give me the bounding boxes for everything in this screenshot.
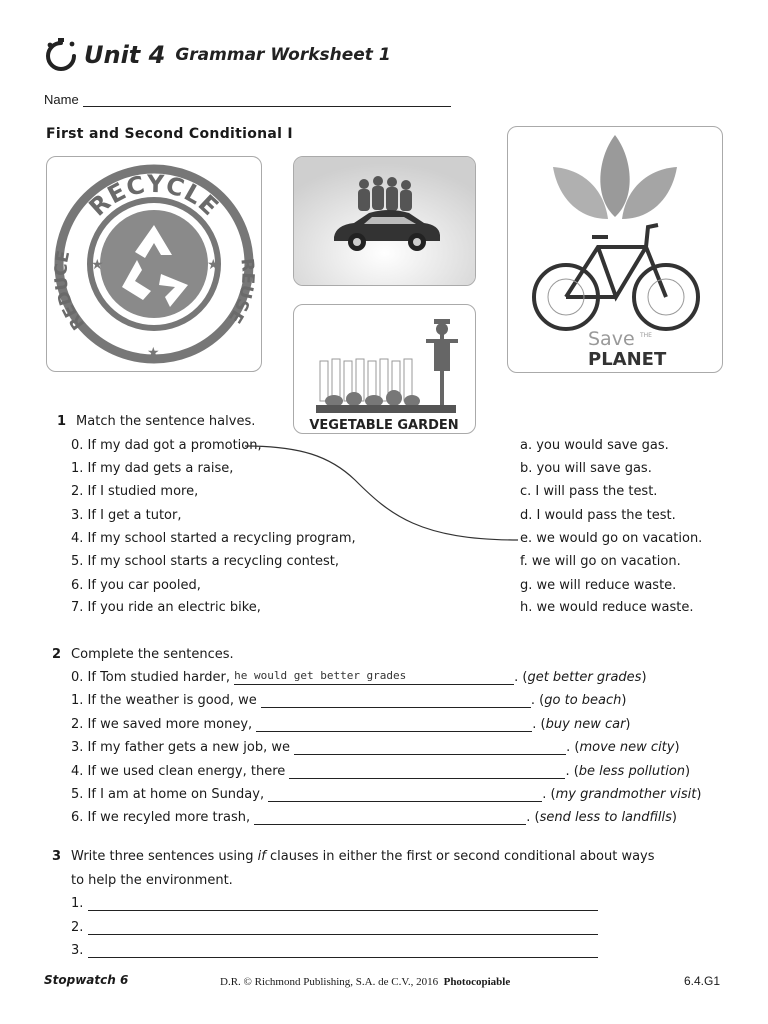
complete-item-4: 4. If we used clean energy, there . (be less pollution) bbox=[71, 764, 691, 779]
answer-field[interactable] bbox=[294, 740, 566, 755]
planet-word-the: THE bbox=[640, 332, 652, 339]
exercise3-number: 3 bbox=[52, 849, 62, 864]
complete-item-3: 3. If my father gets a new job, we . (move new city) bbox=[71, 740, 680, 755]
match-right-item: a. you would save gas. bbox=[520, 438, 669, 453]
footer-code: 6.4.G1 bbox=[684, 974, 721, 988]
exercise1-instruction: Match the sentence halves. bbox=[76, 414, 256, 429]
section-title: First and Second Conditional I bbox=[46, 126, 293, 142]
planet-word-save: Save bbox=[588, 328, 635, 350]
writing-line-2: 2. bbox=[71, 920, 598, 935]
exercise2-number: 2 bbox=[52, 647, 62, 662]
stamp-word-recycle: RECYCLE bbox=[83, 169, 225, 222]
writing-line-1: 1. bbox=[71, 896, 598, 911]
garden-label: VEGETABLE GARDEN bbox=[309, 418, 459, 433]
footer-brand: Stopwatch 6 bbox=[44, 973, 129, 987]
match-right-item: e. we would go on vacation. bbox=[520, 531, 703, 546]
complete-item-2: 2. If we saved more money, . (buy new car) bbox=[71, 717, 631, 732]
match-left-item: 5. If my school starts a recycling contest, bbox=[71, 554, 339, 569]
exercise2-instruction: Complete the sentences. bbox=[71, 647, 234, 662]
answer-field[interactable] bbox=[234, 670, 514, 685]
match-left-item: 1. If my dad gets a raise, bbox=[71, 461, 234, 476]
stamp-word-reuse: REUSE bbox=[224, 257, 258, 327]
name-label: Name bbox=[44, 92, 79, 107]
complete-item-5: 5. If I am at home on Sunday, . (my grandmother visit) bbox=[71, 787, 702, 802]
match-right-item: b. you will save gas. bbox=[520, 461, 652, 476]
stamp-word-reduce: REDUCE bbox=[51, 249, 90, 334]
answer-field[interactable] bbox=[289, 764, 565, 779]
svg-text:★: ★ bbox=[147, 344, 160, 360]
complete-item-1: 1. If the weather is good, we . (go to beach) bbox=[71, 693, 627, 708]
answer-field[interactable] bbox=[261, 693, 531, 708]
footer-copyright: D.R. © Richmond Publishing, S.A. de C.V., 2016 Photocopiable bbox=[220, 976, 511, 988]
writing-field[interactable] bbox=[88, 943, 598, 958]
match-left-item: 6. If you car pooled, bbox=[71, 578, 201, 593]
match-right-item: c. I will pass the test. bbox=[520, 484, 658, 499]
svg-text:★: ★ bbox=[207, 256, 220, 272]
writing-line-3: 3. bbox=[71, 943, 598, 958]
writing-field[interactable] bbox=[88, 920, 598, 935]
match-left-item: 7. If you ride an electric bike, bbox=[71, 600, 261, 615]
exercise1-number: 1 bbox=[57, 414, 67, 429]
footer-photocopiable: Photocopiable bbox=[443, 976, 511, 988]
writing-field[interactable] bbox=[88, 896, 598, 911]
unit-label: Unit 4 bbox=[84, 41, 166, 69]
complete-item-0: 0. If Tom studied harder, he would get better grades . (get better grades) bbox=[71, 669, 647, 685]
answer-field[interactable] bbox=[268, 787, 542, 802]
match-left-item: 4. If my school started a recycling program, bbox=[71, 531, 356, 546]
match-right-item: h. we would reduce waste. bbox=[520, 600, 694, 615]
exercise2-heading bbox=[52, 647, 234, 662]
worksheet-title: Grammar Worksheet 1 bbox=[175, 45, 391, 65]
match-right-item: g. we will reduce waste. bbox=[520, 578, 677, 593]
match-left-item: 2. If I studied more, bbox=[71, 484, 199, 499]
exercise3-instruction-line2: to help the environment. bbox=[71, 873, 233, 888]
match-right-item: f. we will go on vacation. bbox=[520, 554, 681, 569]
planet-word-planet: PLANET bbox=[588, 349, 667, 370]
match-left-item: 0. If my dad got a promotion, bbox=[71, 438, 262, 453]
answer-field[interactable] bbox=[256, 717, 532, 732]
exercise3-heading: 3 Write three sentences using if clauses in either the first or second conditional about ways bbox=[52, 849, 655, 864]
complete-item-6: 6. If we recyled more trash, . (send less to landfills) bbox=[71, 810, 677, 825]
handwritten-answer: he would get better grades bbox=[234, 669, 407, 682]
match-left-item: 3. If I get a tutor, bbox=[71, 508, 182, 523]
svg-text:★: ★ bbox=[91, 256, 104, 272]
answer-field[interactable] bbox=[254, 810, 526, 825]
match-right-item: d. I would pass the test. bbox=[520, 508, 676, 523]
